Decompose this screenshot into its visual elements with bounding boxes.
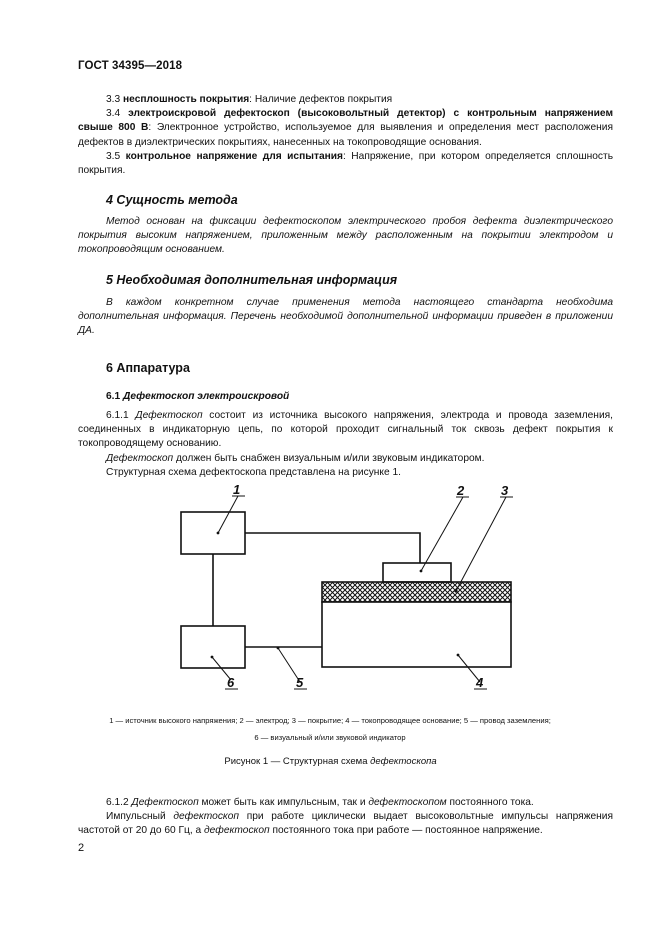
term-3-3-definition: : Наличие дефектов покрытия	[249, 94, 393, 105]
electrode-wire	[245, 533, 420, 563]
document-code-header: ГОСТ 34395—2018	[78, 60, 183, 72]
label-6: 6	[227, 675, 235, 690]
dot-4	[457, 654, 460, 657]
term-3-4: 3.4 электроискровой дефектоскоп (высоковольтный детектор) с контрольным напряжением свыше 800 В: Электронное устройство, используемое для выявления и определения мест расположения дефектов в диэлектрических покрытиях, нанесенных на токопроводящие основания.	[78, 108, 614, 148]
section-5-text: В каждом конкретном случае применения метода настоящего стандарта необходима дополнительная информация. Перечень необходимой дополнительной информации приведен в приложении ДА.	[78, 297, 613, 337]
paragraph-indicator: Дефектоскоп должен быть снабжен визуальным и/или звуковым индикатором.	[106, 452, 485, 464]
term-3-3-title: несплошность покрытия	[123, 94, 250, 105]
dot-6	[211, 656, 214, 659]
page-number: 2	[78, 842, 85, 854]
dot-1	[217, 532, 220, 535]
label-3: 3	[501, 483, 509, 498]
section-4-title: 4 Сущность метода	[106, 193, 238, 207]
term-3-4-definition: : Электронное устройство, используемое для выявления и определения мест расположения дефектов в диэлектрических покрытиях, нанесенных на токопроводящие основания.	[78, 122, 614, 148]
label-5: 5	[296, 675, 304, 690]
label-4: 4	[476, 675, 484, 690]
figure-caption: Рисунок 1 — Структурная схема дефектоскопа	[224, 756, 437, 767]
leader-2	[421, 497, 463, 571]
term-3-5-definition: : Напряжение, при котором определяется сплошность покрытия.	[78, 150, 614, 177]
section-4-text: Метод основан на фиксации дефектоскопом электрического пробоя дефекта диэлектрического покрытия высоким напряжением, приложенным между расположенным на покрытии электродом и токопроводящим основанием.	[78, 216, 613, 256]
coating-layer	[322, 582, 511, 602]
label-1: 1	[233, 482, 241, 497]
term-3-4-title: электроискровой дефектоскоп (высоковольтный детектор) с контрольным напряжением свыше 800 В	[78, 108, 613, 134]
paragraph-6-1-1: 6.1.1 Дефектоскоп состоит из источника высокого напряжения, электрода и провода заземления, соединенных в индикаторную цепь, по которой проходит сигнальный ток сквозь дефект покрытия к токопроводящему основанию.	[78, 410, 613, 450]
figure-legend-line-2: 6 — визуальный и/или звуковой индикатор	[254, 733, 406, 742]
paragraph-scheme: Структурная схема дефектоскопа представлена на рисунке 1.	[106, 466, 401, 478]
indicator-block	[181, 626, 245, 668]
figure-legend-line-1: 1 — источник высокого напряжения; 2 — электрод; 3 — покрытие; 4 — токопроводящее основание; 5 — провод заземления;	[109, 716, 551, 725]
electrode	[383, 563, 451, 582]
dot-5	[277, 647, 280, 650]
dot-2	[420, 570, 423, 573]
leader-3	[456, 497, 506, 591]
conductive-substrate	[322, 602, 511, 667]
dot-3	[454, 589, 457, 592]
term-3-5: 3.5 контрольное напряжение для испытания: Напряжение, при котором определяется сплошность покрытия.	[78, 150, 614, 177]
term-3-5-title: контрольное напряжение для испытания	[125, 150, 343, 162]
paragraph-6-1-2: 6.1.2 Дефектоскоп может быть как импульсным, так и дефектоскопом постоянного тока. Импульсный дефектоскоп при работе циклически выдает высоковольтные импульсы напряжения частотой от 20 до 60 Гц, а дефектоскоп постоянного тока при работе — постоянное напряжение.	[78, 797, 614, 837]
high-voltage-source-block	[181, 512, 245, 554]
label-2: 2	[457, 483, 465, 498]
section-6-title: 6 Аппаратура	[106, 361, 190, 375]
term-3-3: 3.3 несплошность покрытия: Наличие дефектов покрытия	[106, 94, 393, 105]
subsection-6-1-title: 6.1 Дефектоскоп электроискровой	[106, 391, 290, 402]
section-5-title: 5 Необходимая дополнительная информация	[106, 273, 398, 287]
